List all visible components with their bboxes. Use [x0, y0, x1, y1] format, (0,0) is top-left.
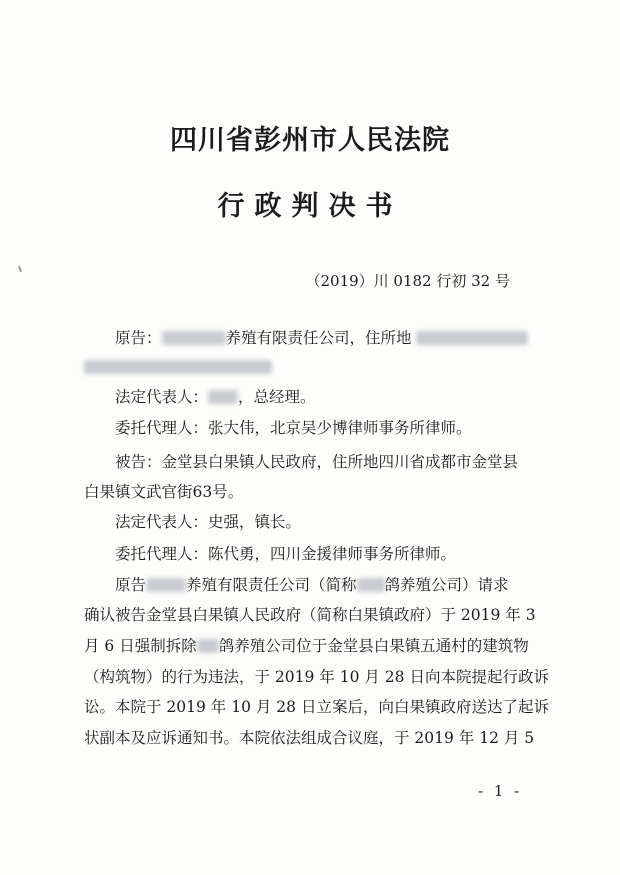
redaction	[208, 390, 238, 404]
redaction	[162, 331, 226, 345]
text-segment: 鸽养殖公司）请求	[384, 576, 509, 594]
paragraph-line: 状副本及应诉通知书。本院依法组成合议庭，于 2019 年 12 月 5	[84, 729, 535, 747]
text-segment: 月 6 日强制拆除	[84, 637, 197, 655]
defendant-address-line: 白果镇文武官街63号。	[84, 483, 244, 501]
document-type: 行政判决书	[217, 191, 403, 222]
redaction	[84, 360, 272, 374]
paragraph-line	[84, 631, 554, 661]
plaintiff-rep-line	[84, 382, 585, 412]
paragraph-line	[84, 570, 585, 600]
court-name: 四川省彭州市人民法院	[170, 125, 450, 156]
scan-speck	[18, 266, 22, 272]
defendant-line: 被告：金堂县白果镇人民政府，住所地四川省成都市金堂县	[115, 453, 519, 471]
redaction	[197, 639, 219, 653]
defendant-agent-line: 委托代理人：陈代勇，四川金援律师事务所律师。	[115, 545, 457, 563]
text-segment: 原告	[115, 576, 147, 594]
redaction	[357, 578, 385, 592]
plaintiff-line	[84, 323, 585, 353]
paragraph-line: 讼。本院于 2019 年 10 月 28 日立案后，向白果镇政府送达了起诉	[84, 698, 549, 716]
plaintiff-agent-line: 委托代理人：张大伟，北京吴少博律师事务所律师。	[115, 419, 472, 437]
redaction	[146, 578, 186, 592]
plaintiff-label: 原告：	[115, 329, 162, 347]
legal-rep-title: ，总经理。	[238, 388, 316, 406]
plaintiff-address-line	[84, 352, 554, 382]
defendant-rep-line: 法定代表人：史强，镇长。	[115, 513, 302, 531]
paragraph-line: 确认被告金堂县白果镇人民政府（简称白果镇政府）于 2019 年 3	[84, 606, 536, 624]
plaintiff-name-suffix: 养殖有限责任公司，住所地	[225, 329, 412, 347]
page-number: - 1 -	[478, 782, 523, 800]
paragraph-line: （构筑物）的行为违法，于 2019 年 10 月 28 日向本院提起行政诉	[84, 668, 549, 686]
text-segment: 鸽养殖公司位于金堂县白果镇五通村的建筑物	[218, 637, 529, 655]
redaction	[416, 331, 528, 345]
case-number: （2019）川 0182 行初 32 号	[305, 272, 510, 290]
legal-rep-label: 法定代表人：	[115, 388, 209, 406]
text-segment: 养殖有限责任公司（简称	[186, 576, 357, 594]
